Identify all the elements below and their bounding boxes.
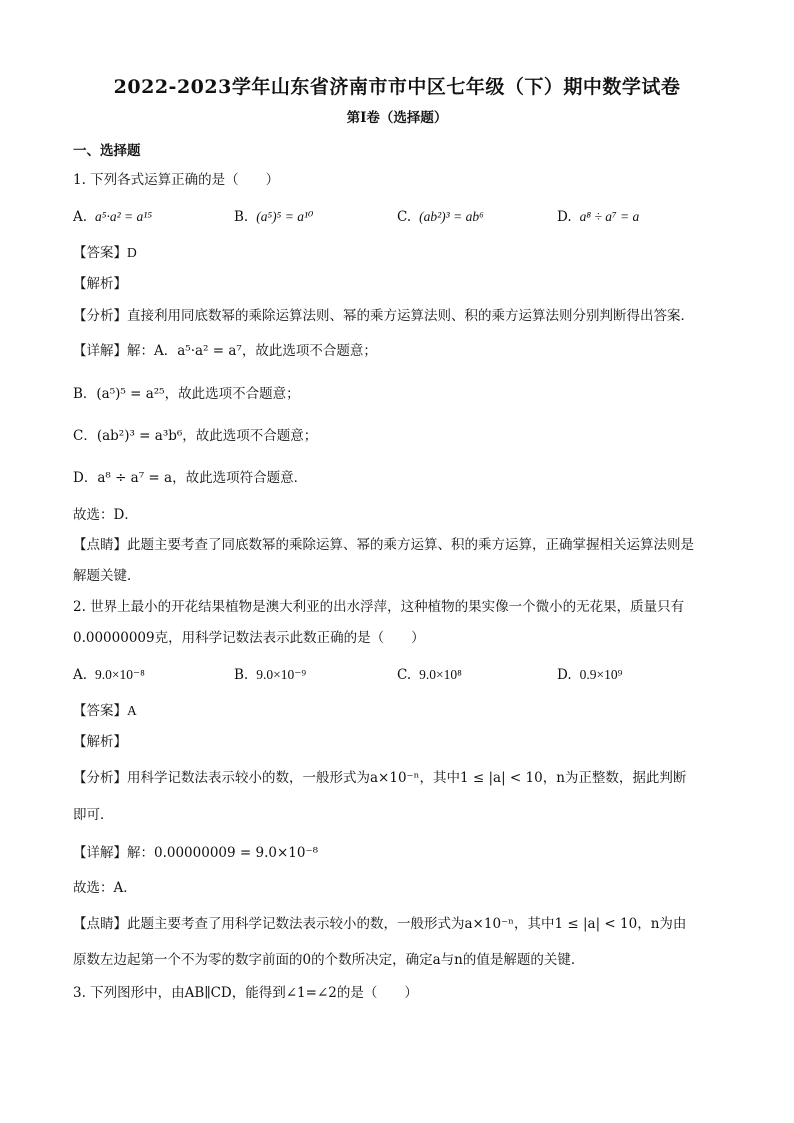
- q2-option-d: [557, 665, 622, 685]
- q1-option-b: [234, 207, 313, 227]
- q2-fenxi-1: [73, 768, 686, 788]
- option-expression: 9.0×10⁻⁹: [256, 667, 307, 682]
- q2-dianjing-1: [73, 914, 686, 934]
- option-label: A.: [73, 209, 88, 225]
- fenxi-text: 直接利用同底数幂的乘除运算法则、幂的乘方运算法则、积的乘方运算法则分别判断得出答案．: [127, 308, 694, 324]
- q1-xiangjie-d: D．a⁸ ÷ a⁷ = a，故此选项符合题意．: [73, 470, 308, 486]
- q1-xiangjie-c: C．(ab²)³ = a³b⁶，故此选项不合题意；: [73, 428, 318, 444]
- option-expression: (a⁵)⁵ = a¹⁰: [256, 209, 314, 224]
- q2-option-a: [73, 665, 145, 685]
- dianjing-tag: 【点睛】: [73, 916, 127, 932]
- q2-xiangjie: [73, 843, 318, 863]
- answer-tag: 【答案】: [73, 245, 127, 261]
- q1-xiangjie-b: B．(a⁵)⁵ = a²⁵，故此选项不合题意；: [73, 386, 300, 402]
- option-expression: a⁵·a² = a¹⁵: [95, 209, 153, 224]
- option-label: D.: [557, 209, 572, 225]
- option-label: A.: [73, 667, 88, 683]
- xiangjie-text: 解：0.00000009 = 9.0×10⁻⁸: [127, 845, 318, 861]
- fenxi-tag: 【分析】: [73, 308, 127, 324]
- q3-stem: 3. 下列图形中，由AB∥CD，能得到∠1=∠2的是（ ）: [73, 985, 418, 1001]
- q1-fenxi: [73, 306, 694, 326]
- fenxi-text: 用科学记数法表示较小的数，一般形式为a×10⁻ⁿ，其中1 ≤ |a| < 10，n为正整数，据此判断: [127, 770, 687, 786]
- q1-dianjing-2: 解题关键．: [73, 568, 141, 584]
- q1-stem: 1. 下列各式运算正确的是（ ）: [73, 172, 280, 188]
- option-label: D.: [557, 667, 572, 683]
- q1-answer: [73, 243, 137, 263]
- answer-value: A: [127, 703, 137, 718]
- q2-option-c: [397, 665, 462, 685]
- option-expression: 9.0×10⁸: [419, 667, 462, 682]
- option-label: B.: [234, 209, 249, 225]
- dianjing-text: 此题主要考查了同底数幂的乘除运算、幂的乘方运算、积的乘方运算，正确掌握相关运算法则是: [127, 537, 694, 553]
- q2-analysis-tag: 【解析】: [73, 734, 127, 750]
- q1-analysis-tag: 【解析】: [73, 276, 127, 292]
- xiangjie-tag: 【详解】: [73, 845, 127, 861]
- exam-title: 2022-2023学年山东省济南市市中区七年级（下）期中数学试卷: [113, 76, 681, 98]
- q1-option-c: [397, 207, 484, 227]
- q2-option-b: [234, 665, 306, 685]
- section-heading: 一、选择题: [73, 143, 141, 159]
- q1-option-a: [73, 207, 152, 227]
- option-expression: 0.9×10⁹: [579, 667, 623, 682]
- option-label: B.: [234, 667, 249, 683]
- q1-xiangjie-a: [73, 341, 377, 361]
- q2-fenxi-2: 即可．: [73, 807, 114, 823]
- option-expression: (ab²)³ = ab⁶: [419, 209, 484, 224]
- q2-dianjing-2: 原数左边起第一个不为零的数字前面的0的个数所决定，确定a与n的值是解题的关键．: [73, 952, 585, 968]
- option-expression: a⁸ ÷ a⁷ = a: [579, 209, 640, 224]
- q2-answer: [73, 701, 137, 721]
- dianjing-tag: 【点睛】: [73, 537, 127, 553]
- option-label: C.: [397, 667, 412, 683]
- answer-tag: 【答案】: [73, 703, 127, 719]
- paper-section-title: 第Ⅰ卷（选择题）: [346, 110, 448, 126]
- q1-dianjing-1: [73, 535, 694, 555]
- q2-stem-1: 2. 世界上最小的开花结果植物是澳大利亚的出水浮萍，这种植物的果实像一个微小的无花果，质量只有: [73, 599, 685, 615]
- q2-choose: 故选：A．: [73, 880, 137, 896]
- fenxi-tag: 【分析】: [73, 770, 127, 786]
- xiangjie-tag: 【详解】: [73, 343, 127, 359]
- q1-option-d: [557, 207, 639, 227]
- option-label: C.: [397, 209, 412, 225]
- answer-value: D: [127, 245, 137, 260]
- q2-stem-2: 0.00000009克，用科学记数法表示此数正确的是（ ）: [73, 630, 425, 646]
- xiangjie-text: 解：A．a⁵·a² = a⁷，故此选项不合题意；: [127, 343, 377, 359]
- dianjing-text: 此题主要考查了用科学记数法表示较小的数，一般形式为a×10⁻ⁿ，其中1 ≤ |a| < 10，n为由: [127, 916, 687, 932]
- option-expression: 9.0×10⁻⁸: [95, 667, 145, 682]
- q1-choose: 故选：D．: [73, 507, 138, 523]
